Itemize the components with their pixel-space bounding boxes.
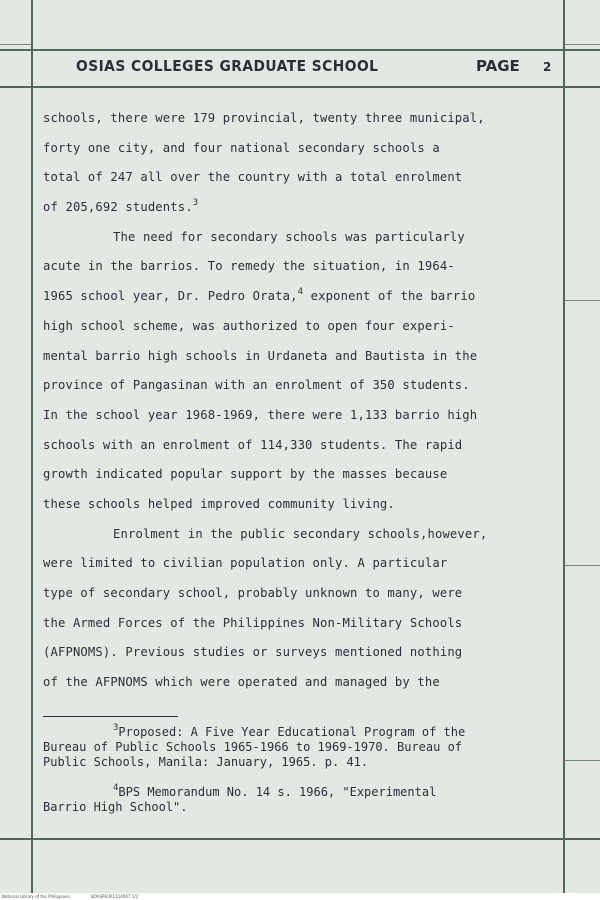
body-text xyxy=(43,104,568,698)
footnote-text: Barrio High School". xyxy=(43,800,188,815)
footnote-4 xyxy=(43,785,573,800)
text-line: In the school year 1968-1969, there were 1,133 barrio high xyxy=(43,407,478,422)
page-label: PAGE xyxy=(476,57,520,75)
text-line: mental barrio high schools in Urdaneta and Bautista in the xyxy=(43,348,478,363)
text-line: forty one city, and four national secondary schools a xyxy=(43,140,440,155)
text-line: were limited to civilian population only. A particular xyxy=(43,556,448,571)
footnote-ref-4: 4 xyxy=(297,287,304,298)
footnote-mark: 3 xyxy=(113,723,119,733)
text-line xyxy=(43,193,568,223)
text-line: schools, there were 179 provincial, twenty three municipal, xyxy=(43,111,485,125)
archive-id: BOASPEUR1114007 1/2 xyxy=(91,894,139,899)
footer-rule xyxy=(0,838,600,840)
text-line: the Armed Forces of the Philippines Non-Military Schools xyxy=(43,615,463,630)
footnotes xyxy=(43,725,573,815)
header-bottom-rule xyxy=(0,86,600,88)
right-tick-rule xyxy=(565,565,600,566)
archive-strip xyxy=(0,893,600,900)
text-line: total of 247 all over the country with a total enrolment xyxy=(43,170,463,185)
footnote-separator xyxy=(43,716,178,717)
text-line: high school scheme, was authorized to open four experi- xyxy=(43,318,455,333)
text-line: province of Pangasinan with an enrolment of 350 students. xyxy=(43,378,470,393)
text-line: schools with an enrolment of 114,330 students. The rapid xyxy=(43,437,463,452)
text-line-content: exponent of the barrio xyxy=(303,289,476,304)
text-line: acute in the barrios. To remedy the situation, in 1964- xyxy=(43,259,455,274)
right-tick-rule xyxy=(565,44,600,45)
page-number: 2 xyxy=(543,60,552,74)
text-line: Enrolment in the public secondary schools,however, xyxy=(113,526,488,541)
text-line: type of secondary school, probably unknown to many, were xyxy=(43,586,463,600)
text-line: growth indicated popular support by the masses because xyxy=(43,467,448,482)
archive-source: National Library of the Philippines xyxy=(2,894,70,899)
right-tick-rule xyxy=(565,300,600,301)
left-margin-rule xyxy=(31,0,33,895)
text-line: these schools helped improved community living. xyxy=(43,496,395,511)
page-header xyxy=(33,54,563,84)
footnote-text: Proposed: A Five Year Educational Program of the xyxy=(118,725,466,739)
text-line: of the AFPNOMS which were operated and managed by the xyxy=(43,675,440,690)
left-tick-rule xyxy=(0,44,31,45)
text-line-content: 1965 school year, Dr. Pedro Orata, xyxy=(43,289,298,304)
text-line xyxy=(43,282,568,312)
footnote-mark: 4 xyxy=(113,783,119,794)
footnote-3 xyxy=(43,725,573,740)
footnote-text: BPS Memorandum No. 14 s. 1966, "Experimental xyxy=(118,785,437,800)
header-top-rule xyxy=(0,49,600,51)
footnote-text: Bureau of Public Schools 1965-1966 to 1969-1970. Bureau of xyxy=(43,739,463,754)
text-line: The need for secondary schools was particularly xyxy=(113,229,465,244)
footnote-text: Public Schools, Manila: January, 1965. p. 41. xyxy=(43,754,369,769)
footnote-ref-3: 3 xyxy=(192,198,199,209)
school-title: OSIAS COLLEGES GRADUATE SCHOOL xyxy=(76,57,379,75)
text-line-content: of 205,692 students. xyxy=(43,200,193,215)
text-line: (AFPNOMS). Previous studies or surveys mentioned nothing xyxy=(43,645,463,660)
